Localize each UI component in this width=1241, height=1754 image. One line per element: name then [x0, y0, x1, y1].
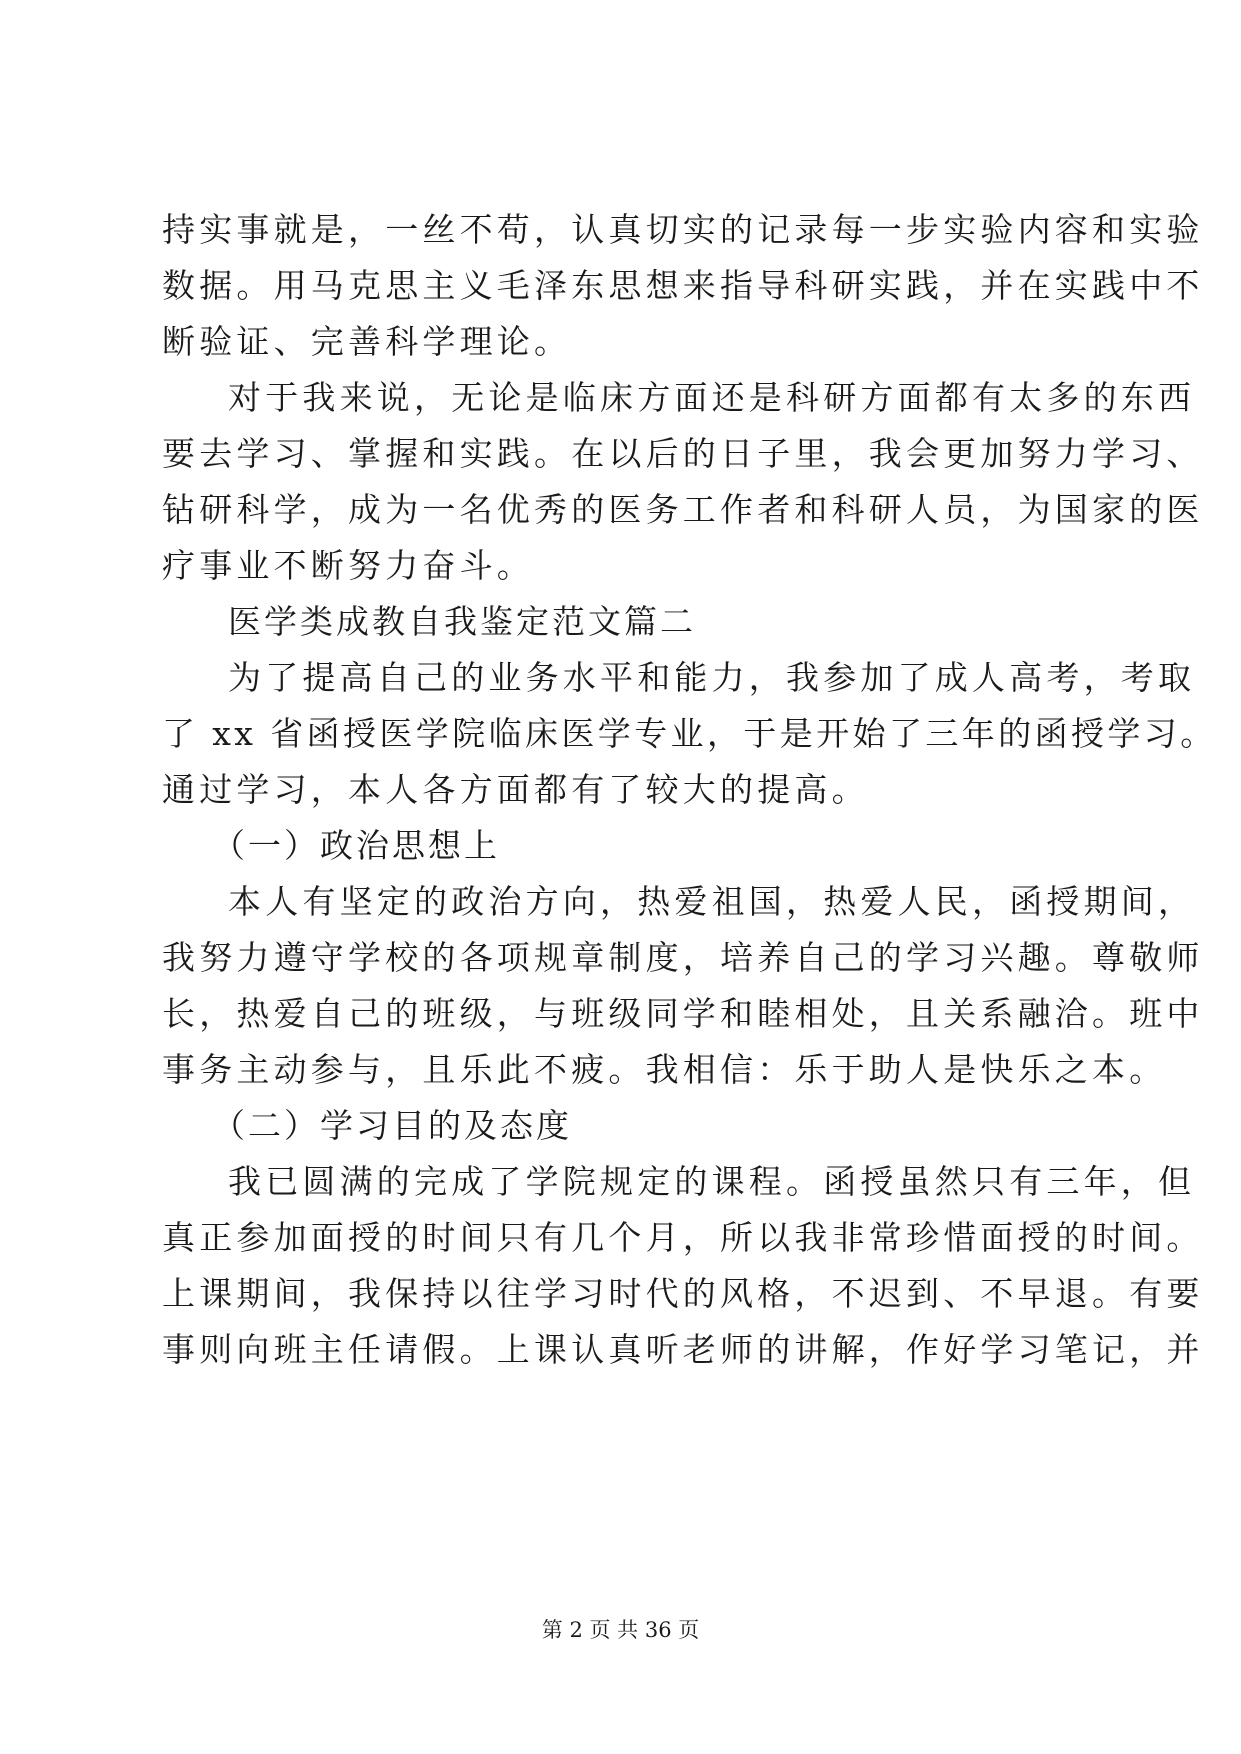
body-text-line: 上课期间，我保持以往学习时代的风格，不迟到、不早退。有要 — [162, 1274, 1204, 1313]
paragraph-first-line: 我已圆满的完成了学院规定的课程。函授虽然只有三年，但 — [228, 1162, 1196, 1201]
body-text-line: 了 xx 省函授医学院临床医学专业，于是开始了三年的函授学习。 — [162, 714, 1217, 753]
body-text-line: 我努力遵守学校的各项规章制度，培养自己的学习兴趣。尊敬师 — [162, 938, 1204, 977]
subsection-heading: （一）政治思想上 — [212, 826, 500, 865]
body-text-line: 断验证、完善科学理论。 — [162, 322, 572, 361]
body-text-line: 持实事就是，一丝不苟，认真切实的记录每一步实验内容和实验 — [162, 210, 1204, 249]
page-number-footer: 第 2 页 共 36 页 — [541, 1618, 700, 1642]
subsection-heading: （二）学习目的及态度 — [212, 1106, 572, 1145]
body-text-line: 长，热爱自己的班级，与班级同学和睦相处，且关系融洽。班中 — [162, 994, 1204, 1033]
body-text-line: 疗事业不断努力奋斗。 — [162, 546, 534, 585]
section-title: 医学类成教自我鉴定范文篇二 — [228, 602, 696, 641]
body-text-line: 真正参加面授的时间只有几个月，所以我非常珍惜面授的时间。 — [162, 1218, 1204, 1257]
body-text-line: 数据。用马克思主义毛泽东思想来指导科研实践，并在实践中不 — [162, 266, 1204, 305]
body-text-line: 钻研科学，成为一名优秀的医务工作者和科研人员，为国家的医 — [162, 490, 1204, 529]
paragraph-first-line: 本人有坚定的政治方向，热爱祖国，热爱人民，函授期间， — [228, 882, 1196, 921]
body-text-line: 要去学习、掌握和实践。在以后的日子里，我会更加努力学习、 — [162, 434, 1204, 473]
paragraph-first-line: 对于我来说，无论是临床方面还是科研方面都有太多的东西 — [228, 378, 1196, 417]
body-text-line: 事务主动参与，且乐此不疲。我相信：乐于助人是快乐之本。 — [162, 1050, 1167, 1089]
paragraph-first-line: 为了提高自己的业务水平和能力，我参加了成人高考，考取 — [228, 658, 1196, 697]
body-text-line: 事则向班主任请假。上课认真听老师的讲解，作好学习笔记，并 — [162, 1330, 1204, 1369]
body-text-line: 通过学习，本人各方面都有了较大的提高。 — [162, 770, 869, 809]
